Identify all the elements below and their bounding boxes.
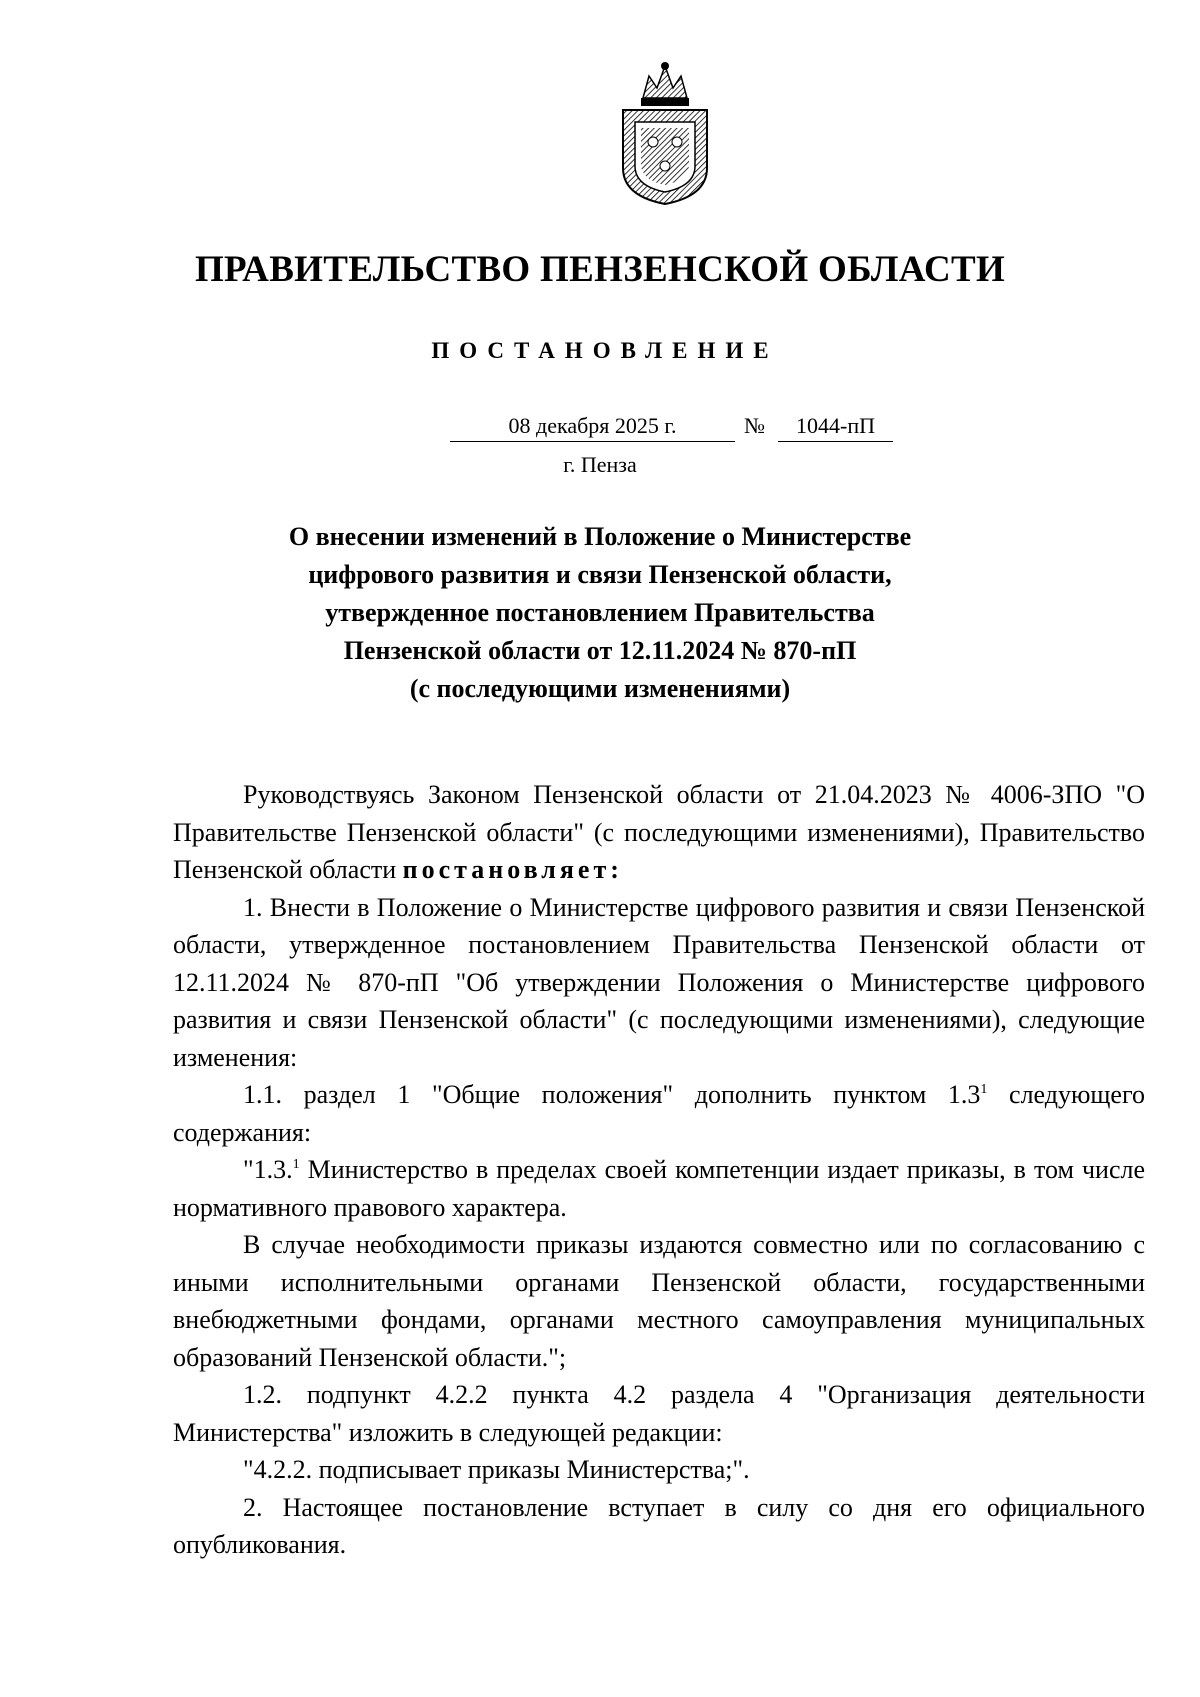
coat-of-arms-emblem: [605, 58, 725, 208]
item-1-1-text-end: следующего содержания:: [173, 1080, 1145, 1147]
subject-line: цифрового развития и связи Пензенской области,: [308, 560, 892, 589]
document-type: ПОСТАНОВЛЕНИЕ: [431, 338, 779, 363]
item-1-2-paragraph: 1.2. подпункт 4.2.2 пункта 4.2 раздела 4 "Организация деятельности Министерства" изложить в следующей редакции:: [173, 1380, 1145, 1447]
quote-continuation-paragraph: В случае необходимости приказы издаются совместно или по согласованию с иными исполнительными органами Пензенской области, государственными внебюджетными фондами, органами местного самоуправления муниципальных образований Пензенской области.";: [173, 1230, 1145, 1372]
item-1-paragraph: 1. Внести в Положение о Министерстве цифрового развития и связи Пензенской области, утвержденное постановлением Правительства Пензенской области от 12.11.2024 № 870-пП "Об утверждении Положения о Министерстве цифрового развития и связи Пензенской области" (с последующими изменениями), следующие изменения:: [173, 892, 1145, 1072]
quote-paragraph: [173, 1151, 1145, 1226]
quote-4-2-2-paragraph: "4.2.2. подписывает приказы Министерства;".: [243, 1455, 750, 1484]
subject-line: Пензенской области от 12.11.2024 № 870-пП: [343, 636, 857, 665]
document-subject: [240, 518, 960, 708]
item-1-1-paragraph: [173, 1076, 1145, 1151]
document-body: [173, 776, 1145, 1564]
quote-number: "1.3.: [243, 1155, 293, 1184]
subject-line: (с последующими изменениями): [409, 674, 791, 703]
preamble-paragraph: [173, 776, 1145, 889]
city: г. Пенза: [563, 452, 637, 477]
coat-of-arms-icon: [605, 58, 725, 208]
preamble-text: Руководствуясь Законом Пензенской области от 21.04.2023 № 4006-ЗПО "О Правительстве Пензенской области" (с последующими изменениями), Правительство Пензенской области: [173, 780, 1145, 884]
subject-line: О внесении изменений в Положение о Министерстве: [288, 522, 912, 551]
resolves-word: постановляет:: [402, 855, 623, 884]
item-1-1-text: 1.1. раздел 1 "Общие положения" дополнить пунктом 1.3: [243, 1080, 981, 1109]
quote-text: Министерство в пределах своей компетенции издает приказы, в том числе нормативного правового характера.: [173, 1155, 1145, 1222]
superscript: 1: [292, 1157, 300, 1172]
date-number-line: [0, 412, 1200, 446]
subject-line: утвержденное постановлением Правительства: [325, 598, 875, 627]
number-sign: №: [744, 413, 765, 438]
item-2-paragraph: 2. Настоящее постановление вступает в силу со дня его официального опубликования.: [173, 1492, 1145, 1559]
superscript: 1: [980, 1082, 988, 1097]
government-title: ПРАВИТЕЛЬСТВО ПЕНЗЕНСКОЙ ОБЛАСТИ: [194, 249, 1006, 290]
document-number: 1044-пП: [778, 412, 893, 442]
document-date: 08 декабря 2025 г.: [450, 412, 735, 442]
